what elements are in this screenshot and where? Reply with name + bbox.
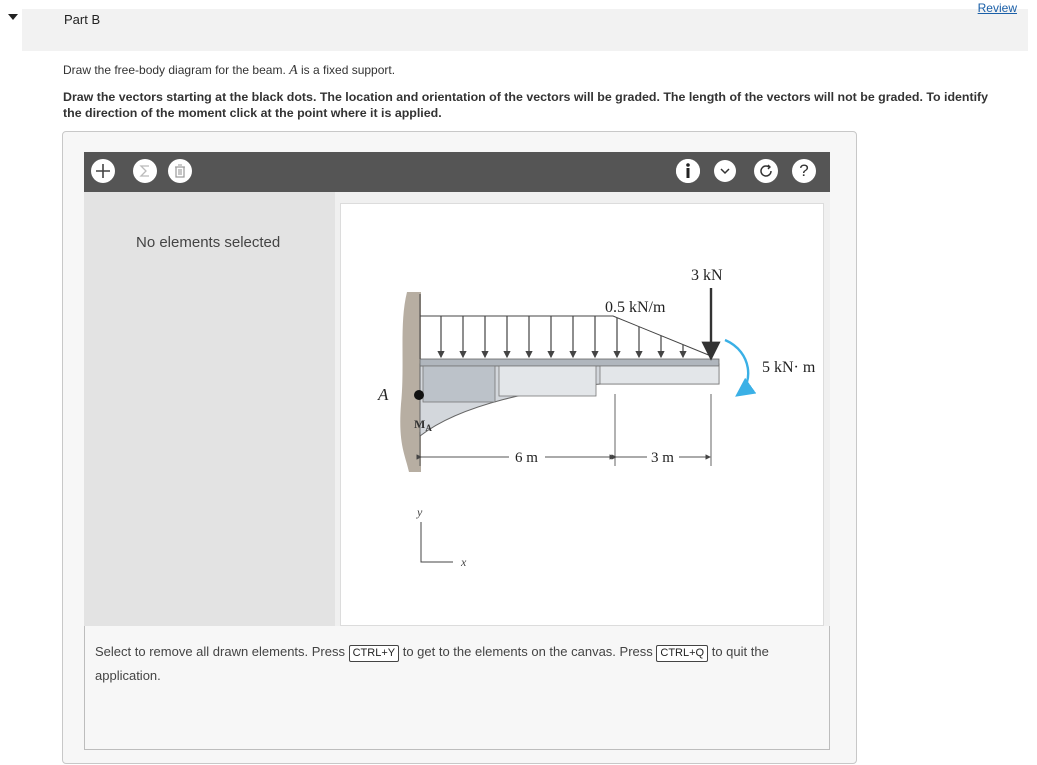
prompt-text-end: is a fixed support. (297, 63, 396, 77)
axis-y-label: y (417, 505, 423, 519)
fixed-wall (400, 292, 421, 472)
chevron-down-icon[interactable] (714, 160, 736, 182)
plus-icon[interactable] (91, 159, 115, 183)
applied-moment-label: 5 kN· m (762, 359, 816, 376)
reset-icon[interactable] (754, 159, 778, 183)
dim-3m-label: 3 m (651, 450, 674, 466)
beam-flange (420, 359, 719, 366)
axis-x-label: x (461, 555, 467, 569)
prompt-line-2: Draw the vectors starting at the black dots. The location and orientation of the vectors will be graded. The length of the vectors will not be graded. To identify the direction of the moment click at the point where it is applied. (63, 90, 989, 120)
support-point-dot[interactable] (414, 390, 424, 400)
load-outline (420, 316, 711, 356)
beam-panel (499, 366, 596, 396)
part-header[interactable] (22, 1, 1028, 51)
review-link[interactable]: Review (977, 1, 1017, 15)
toolbar (84, 152, 830, 192)
beam-panel (600, 366, 719, 384)
prompt-line-1 (63, 63, 395, 79)
distributed-load-label: 0.5 kN/m (605, 299, 666, 316)
moment-reaction-label: $M_A$ (414, 417, 432, 433)
shortcut-key-ctrl-y: CTRL+Y (349, 645, 400, 662)
part-title: Part B (64, 12, 101, 27)
selection-status: No elements selected (136, 234, 281, 251)
dim-6m-label: 6 m (515, 450, 538, 466)
coordinate-axes (421, 522, 453, 562)
prompt-text: Draw the free-body diagram for the beam. (63, 63, 290, 77)
trash-icon[interactable] (168, 159, 192, 183)
distributed-load-arrows (441, 316, 683, 357)
collapse-caret-icon[interactable] (8, 14, 18, 20)
shortcut-key-ctrl-q: CTRL+Q (656, 645, 708, 662)
info-icon[interactable] (676, 159, 700, 183)
beam-panel (423, 366, 495, 402)
support-variable: A (289, 63, 298, 78)
applied-moment-arrow (725, 340, 748, 394)
drawing-canvas[interactable] (340, 203, 824, 626)
help-button[interactable]: ? (792, 159, 816, 183)
point-load-label: 3 kN (691, 267, 723, 284)
beam-diagram[interactable] (341, 204, 825, 627)
instructions-box (84, 626, 830, 750)
side-panel (84, 192, 335, 626)
support-label: A (378, 385, 389, 404)
instructions-text: Select to remove all drawn elements. Press CTRL+Y to get to the elements on the canvas. Press CTRL+Q to quit the application. (95, 644, 769, 683)
sigma-icon[interactable] (133, 159, 157, 183)
